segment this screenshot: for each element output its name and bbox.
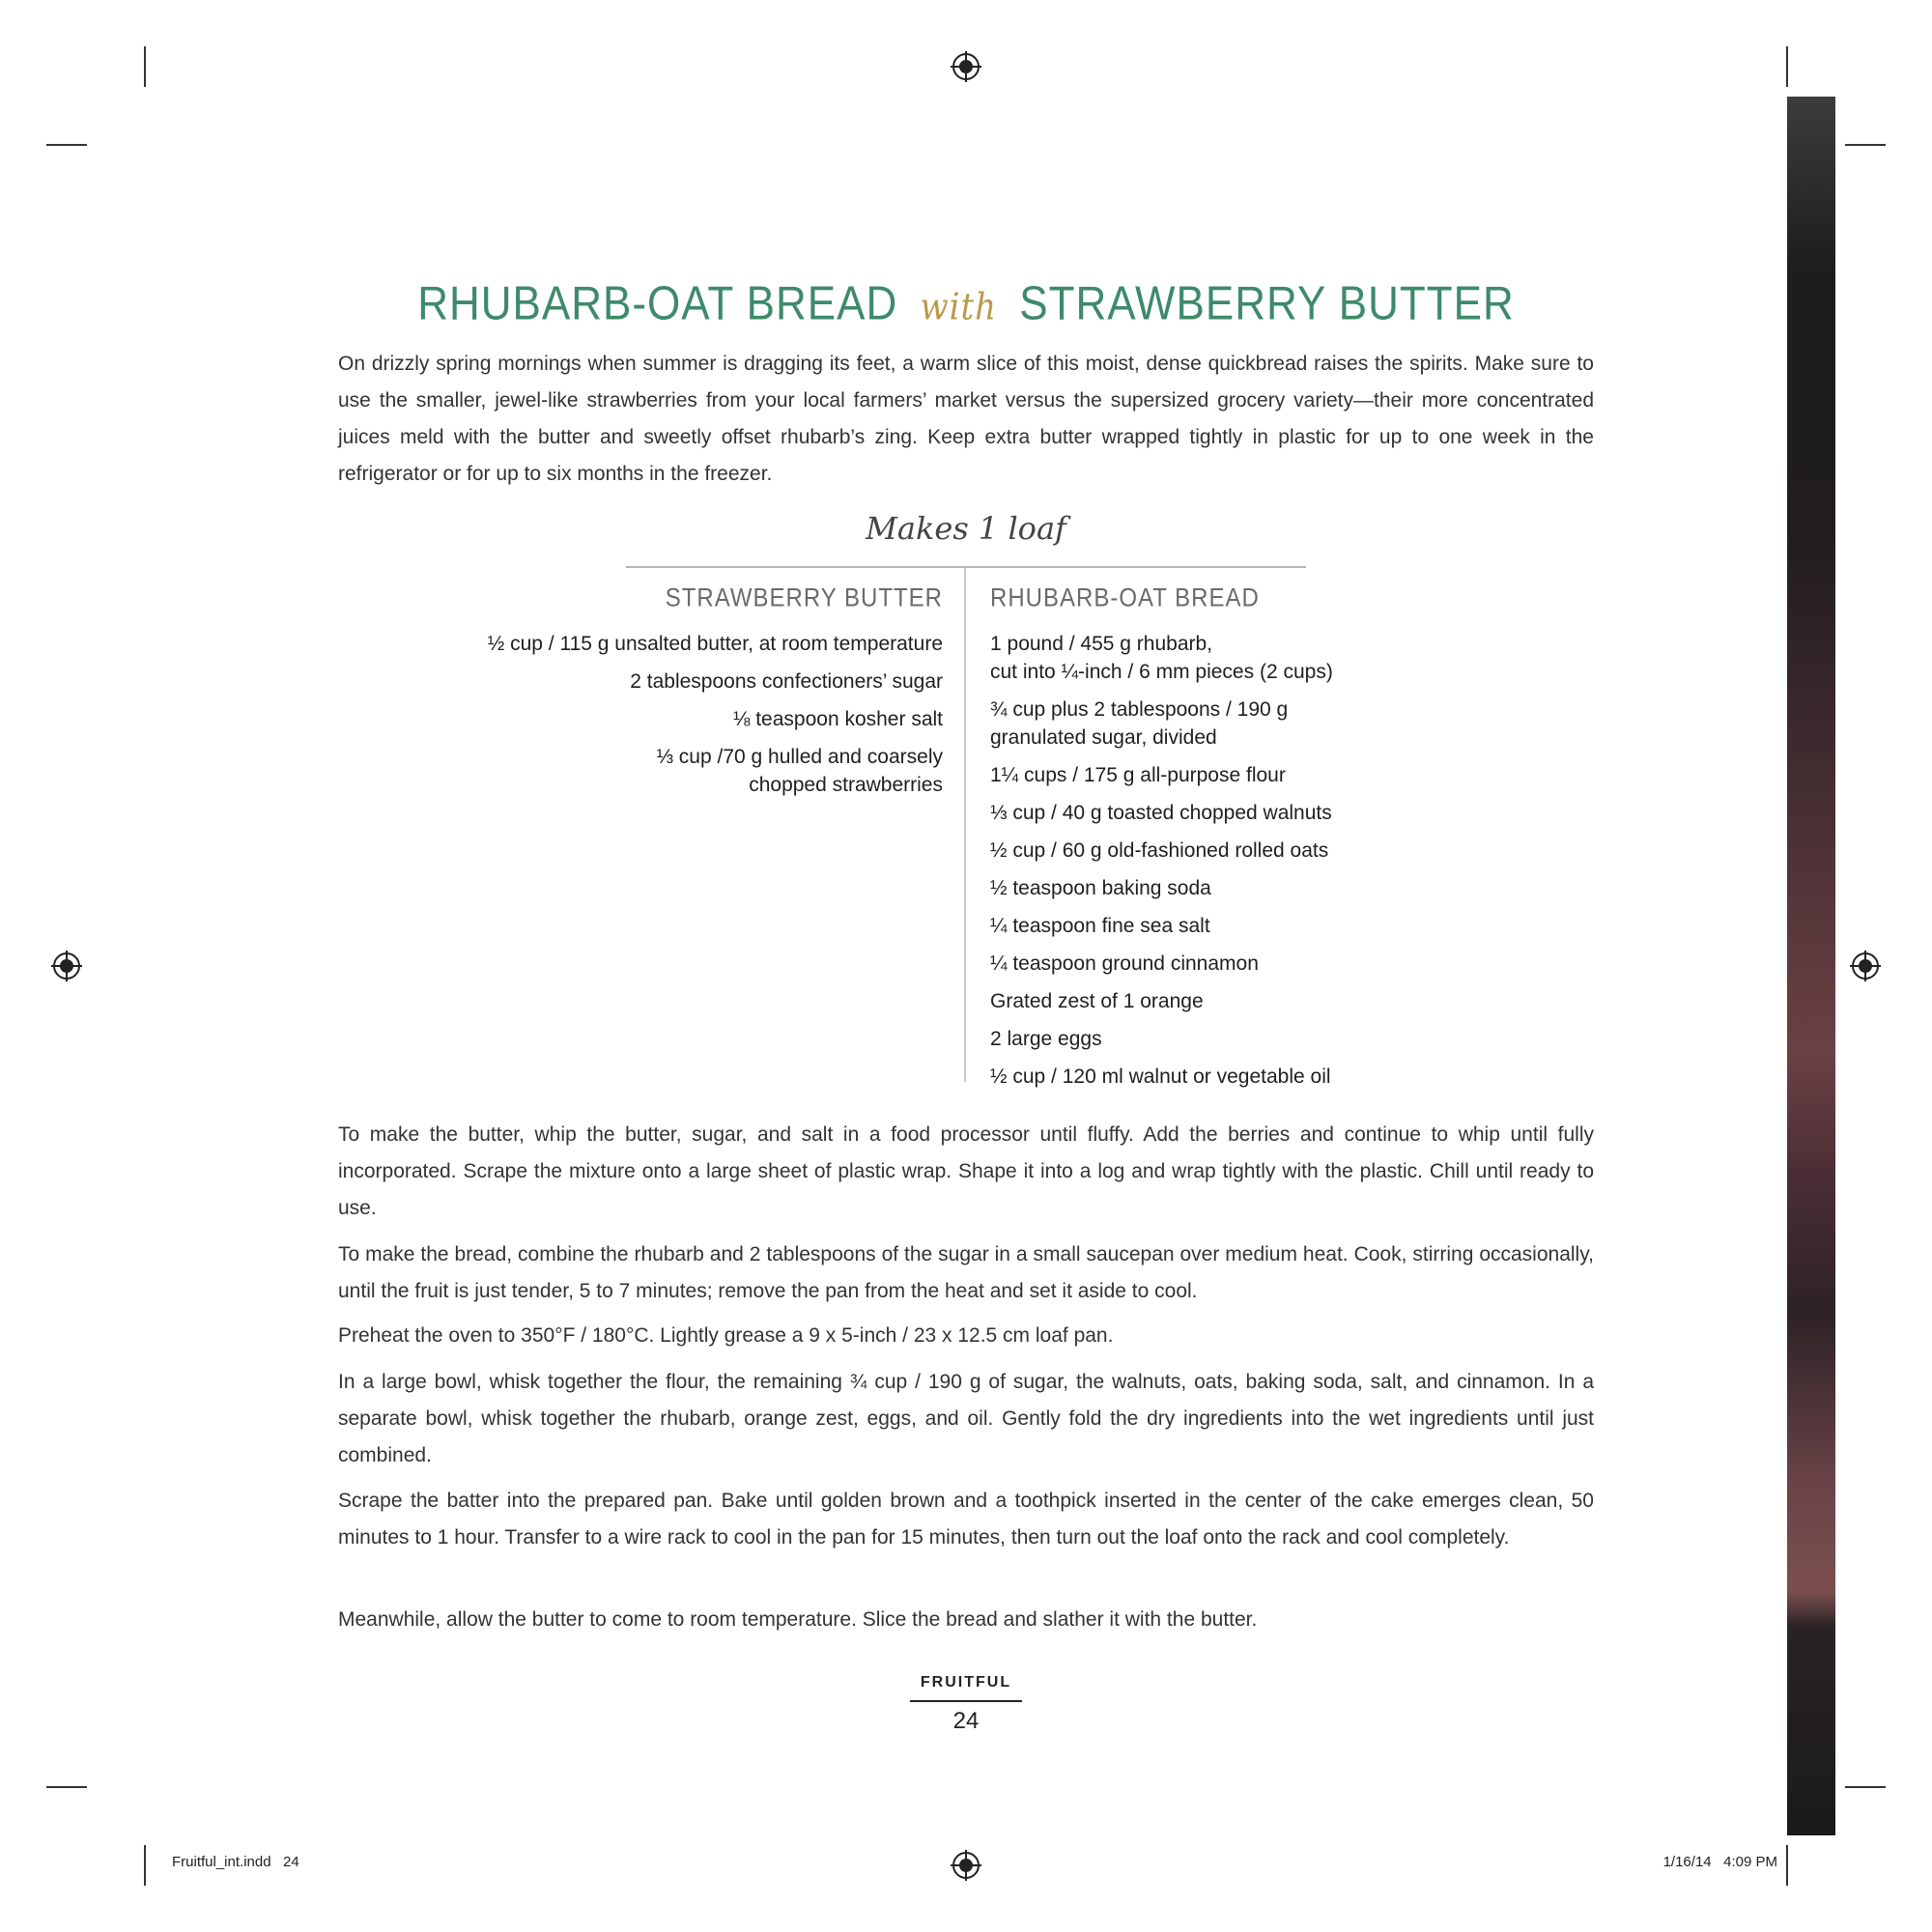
registration-mark-icon xyxy=(50,950,83,982)
recipe-title xyxy=(338,277,1594,331)
butter-ingredients xyxy=(367,585,943,809)
ingredient-item: ¼ teaspoon ground cinnamon xyxy=(990,952,1259,975)
column-divider xyxy=(964,568,966,1082)
slug-datetime: 1/16/14 4:09 PM xyxy=(1662,1854,1777,1870)
photo-bleed-strip xyxy=(1787,97,1835,1835)
method-step: Scrape the batter into the prepared pan. Bake until golden brown and a toothpick inserted in the center of the cake emerges clean, 50 minutes to 1 hour. Transfer to a wire rack to cool in the pan for 15 minutes, then turn out the loaf onto the rack and cool completely. xyxy=(338,1490,1594,1548)
book-title-footer: FRUITFUL xyxy=(920,1674,1012,1690)
title-part-2: STRAWBERRY BUTTER xyxy=(1019,277,1515,330)
butter-heading: STRAWBERRY BUTTER xyxy=(665,583,943,613)
crop-mark-left-bottom xyxy=(46,1786,87,1788)
crop-mark-bottom-right xyxy=(1786,1845,1788,1886)
page-number: 24 xyxy=(952,1708,980,1734)
ingredient-item: 1¼ cups / 175 g all-purpose flour xyxy=(990,764,1286,786)
crop-mark-top-right xyxy=(1786,46,1788,87)
ingredients-divider xyxy=(626,566,1306,568)
title-part-1: RHUBARB-OAT BREAD xyxy=(417,277,898,330)
method-step: To make the butter, whip the butter, sugar, and salt in a food processor until fluffy. Add the berries and continue to whip until fully incorporated. Scrape the mixture onto a large sheet of plastic wrap. Shape it into a log and wrap tightly with the plastic. Chill until ready to use. xyxy=(338,1123,1594,1219)
method-step: In a large bowl, whisk together the flour, the remaining ¾ cup / 190 g of sugar, the walnuts, oats, baking soda, salt, and cinnamon. In a separate bowl, whisk together the rhubarb, orange zest, eggs, and oil. Gently fold the dry ingredients into the wet ingredients until just combined. xyxy=(338,1371,1594,1466)
ingredient-item: ⅓ cup / 40 g toasted chopped walnuts xyxy=(990,802,1332,824)
method-step: Meanwhile, allow the butter to come to room temperature. Slice the bread and slather it with the butter. xyxy=(338,1608,1258,1631)
footer-rule xyxy=(910,1700,1022,1702)
method-step: To make the bread, combine the rhubarb and 2 tablespoons of the sugar in a small saucepan over medium heat. Cook, stirring occasionally, until the fruit is just tender, 5 to 7 minutes; remove the pan from the heat and set it aside to cool. xyxy=(338,1243,1594,1302)
ingredient-item: Grated zest of 1 orange xyxy=(990,990,1204,1012)
crop-mark-right-bottom xyxy=(1845,1786,1886,1788)
slug-filename: Fruitful_int.indd 24 xyxy=(172,1854,299,1870)
crop-mark-left-top xyxy=(46,144,87,146)
ingredient-item: ⅛ teaspoon kosher salt xyxy=(732,708,943,730)
ingredient-item: ¼ teaspoon fine sea salt xyxy=(990,915,1210,937)
registration-mark-icon xyxy=(1849,950,1882,982)
ingredient-item: 2 tablespoons confectioners’ sugar xyxy=(630,670,943,693)
bread-ingredients xyxy=(990,585,1531,1100)
title-with-script: with xyxy=(920,285,998,329)
ingredient-item: ½ cup / 120 ml walnut or vegetable oil xyxy=(990,1065,1331,1088)
ingredient-item: 1 pound / 455 g rhubarb, cut into ¼-inch / 6 mm pieces (2 cups) xyxy=(990,633,1333,683)
crop-mark-right-top xyxy=(1845,144,1886,146)
ingredient-item: ¾ cup plus 2 tablespoons / 190 g granulated sugar, divided xyxy=(990,698,1289,749)
recipe-intro: On drizzly spring mornings when summer is dragging its feet, a warm slice of this moist, dense quickbread raises the spirits. Make sure to use the smaller, jewel-like strawberries from your local farmers’ market versus the supersized grocery variety—their more concentrated juices meld with the butter and sweetly offset rhubarb’s zing. Keep extra butter wrapped tightly in plastic for up to one week in the refrigerator or for up to six months in the freezer. xyxy=(338,353,1594,485)
crop-mark-bottom-left xyxy=(144,1845,146,1886)
registration-mark-icon xyxy=(950,50,982,83)
ingredient-item: ½ cup / 115 g unsalted butter, at room temperature xyxy=(487,633,943,655)
ingredient-item: ½ cup / 60 g old-fashioned rolled oats xyxy=(990,839,1329,862)
crop-mark-top-left xyxy=(144,46,146,87)
ingredient-item: ½ teaspoon baking soda xyxy=(990,877,1211,899)
bread-heading: RHUBARB-OAT BREAD xyxy=(990,583,1260,613)
ingredient-item: 2 large eggs xyxy=(990,1028,1102,1050)
registration-mark-icon xyxy=(950,1849,982,1882)
method-step: Preheat the oven to 350°F / 180°C. Lightly grease a 9 x 5-inch / 23 x 12.5 cm loaf pan. xyxy=(338,1324,1114,1347)
recipe-yield: Makes 1 loaf xyxy=(866,510,1066,547)
ingredient-item: ⅓ cup /70 g hulled and coarsely chopped strawberries xyxy=(656,746,943,796)
